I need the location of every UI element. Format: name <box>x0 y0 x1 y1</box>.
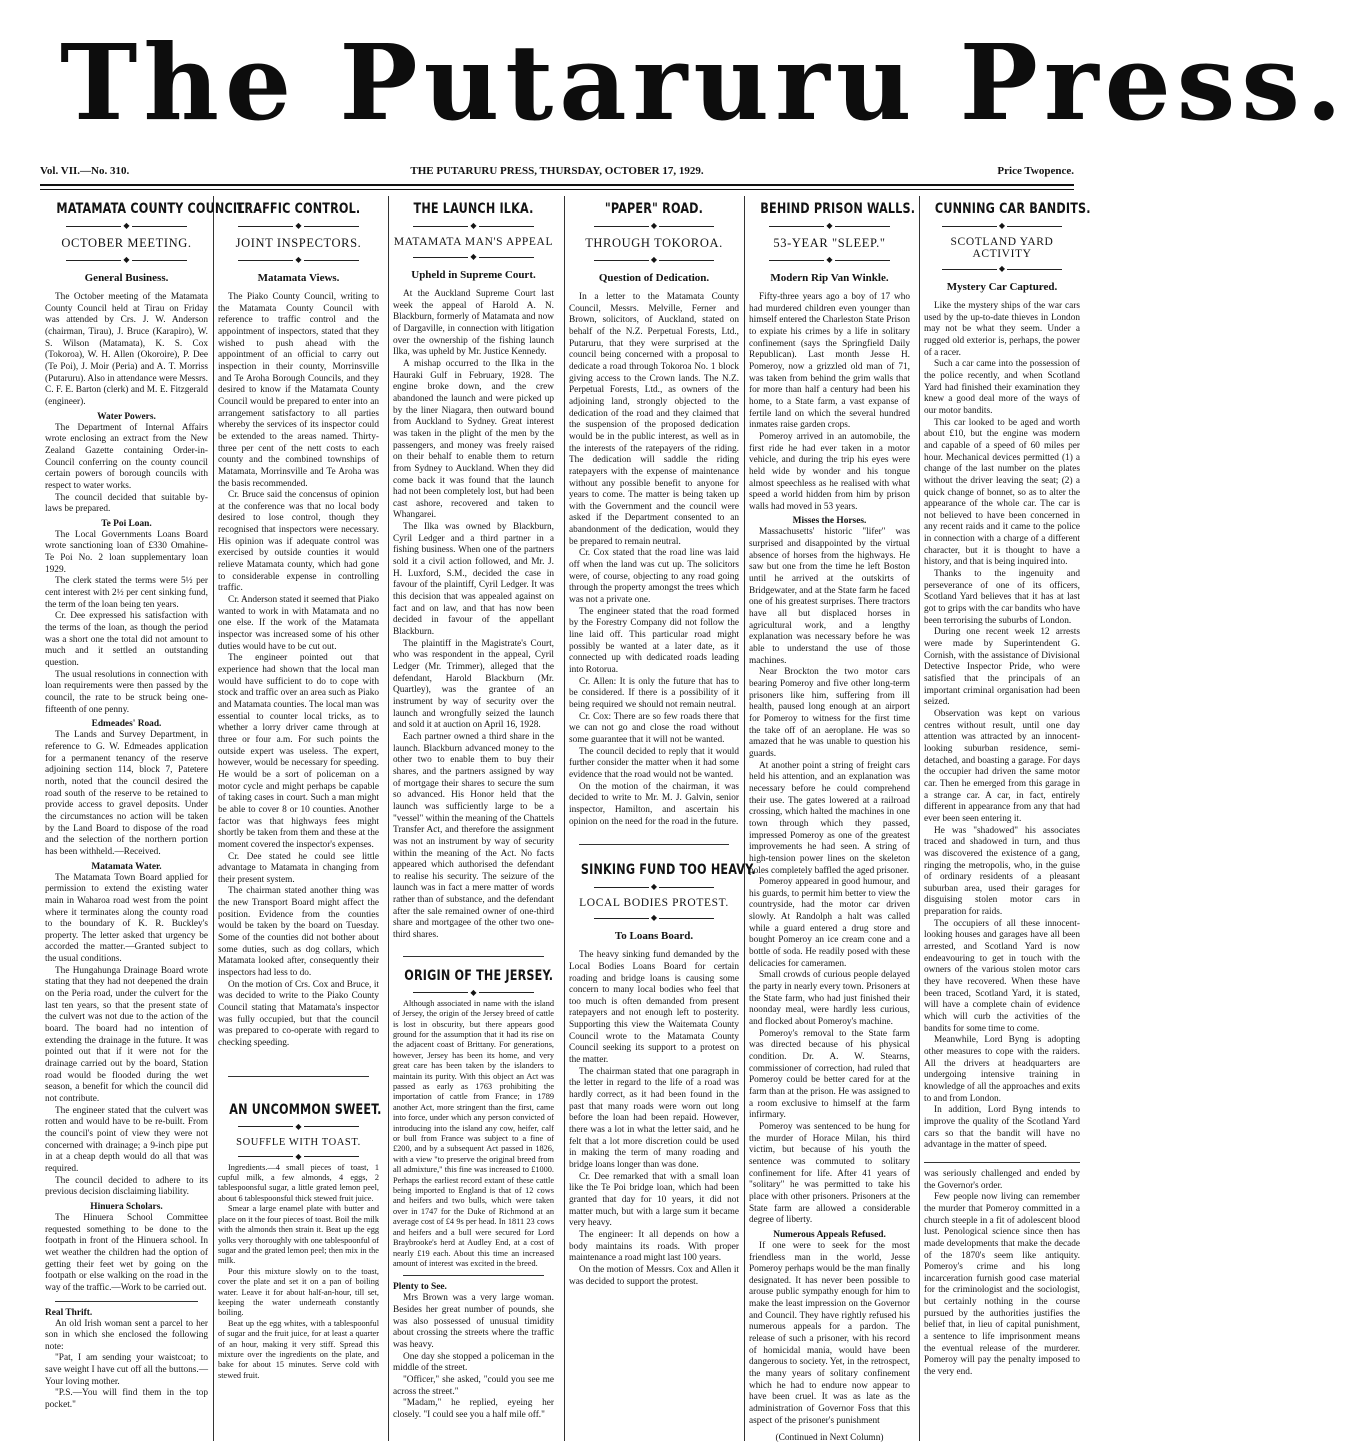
article-break <box>924 1162 1080 1163</box>
paragraph: Although associated in name with the island of Jersey, the origin of the Jersey breed of cattle is lost in obscurity, but there appears good ground for the assumption that it had its rise on the adjacent coast of Brittany. For generations, however, Jersey has been its home, and very great care has been taken by the islanders to maintain its purity. With this object an Act was passed as early as 1763 prohibiting the importation of cattle from France; in 1789 another Act, more stringent than the first, came into force, under which any person convicted of introducing into the island any cow, heifer, calf or bull from France was subject to a fine of £200, and by a subsequent Act passed in 1826, with a view "to preserve the original breed from all admixture," this fine was increased to £1000. Perhaps the earliest record extant of these cattle being imported to England is that of 12 cows and heifers and two bulls, which were taken over in 1747 for the Duke of Richmond at an average cost of £4 9s per head. In 1811 23 cows and heifers and a bull were secured for Lord Braybrooke's herd at Audley End, at a cost of nearly £19 each. About this time an increased amount of interest was excited in the breed. <box>393 998 554 1268</box>
ornament-rule: ◆ <box>218 222 379 230</box>
top-rule-thin <box>40 189 1074 190</box>
paragraph: The Hungahunga Drainage Board wrote stating that they had not deepened the drain on the Peria road, under the culvert for the last ten years, so that the present state of the culvert was not due to the action of the board. The board had no intention of extending the drainage in the future. It was pointed out that if it were not for the drainage carried out by the board, Station road would be flooded during the wet season, a benefit for which the council did not contribute. <box>45 965 208 1104</box>
paragraph: Fifty-three years ago a boy of 17 who had murdered children even younger than himself entered the Charleston State Prison to expiate his crimes by a life in solitary confinement (says the Springfield Daily Republican). Last month Jesse H. Pomeroy, now a grizzled old man of 71, was taken from behind the grim walls that for more than half a century had been his home, to a State farm, a vast expanse of fertile land on which the several hundred inmates raise garden crops. <box>749 292 910 431</box>
paragraph: The chairman stated another thing was the new Transport Board might affect the position. Evidence from the counties would be taken by the board on Tuesday. Some of the counties did not bother about some duties, such as dog collars, which Matamata looked after, consequently their inspectors had less to do. <box>218 886 379 979</box>
article-break <box>55 1301 198 1302</box>
headline: ORIGIN OF THE JERSEY. <box>404 967 554 984</box>
paragraph: The council decided to reply that it would further consider the matter when it had some evidence that the road would not be wanted. <box>569 746 739 780</box>
section-heading: Te Poi Loan. <box>101 518 152 529</box>
article-cunning-car-bandits <box>924 194 1091 1444</box>
paragraph: The Department of Internal Affairs wrote enclosing an extract from the New Zealand Gazette containing Order-in-Council conferring on the county council certain powers of borough councils with respect to water works. <box>45 422 208 491</box>
newspaper-title: The Putaruru Press. <box>60 21 1348 144</box>
paragraph: On the motion of the chairman, it was decided to write to Mr. M. J. Galvin, senior inspector, Hamilton, and ascertain his opinion on the need for the road in the future. <box>569 781 739 827</box>
ornament-rule: ◆ <box>924 265 1080 273</box>
subheadline: LOCAL BODIES PROTEST. <box>579 897 729 910</box>
article-paper-road <box>569 194 756 1444</box>
section-heading: Edmeades' Road. <box>91 719 162 730</box>
issue-date: THE PUTARURU PRESS, THURSDAY, OCTOBER 17, 1929. <box>410 165 704 177</box>
paragraph: He was "shadowed" his associates traced and shadowed in turn, and thus was discovered the existence of a gang, ringing the metropolis, who, in the guise of ordinary residents of a pleasant suburban area, used their garages for disguising stolen motor cars in preparation for raids. <box>924 825 1080 918</box>
paragraph: Pomeroy appeared in good humour, and his guards, to permit him better to view the countryside, had the motor car driven slowly. At Randolph a halt was called while a guard entered a drug store and bought Pomeroy an ice cream cone and a bottle of soda. He readily posed with these delicacies for cameramen. <box>749 877 910 969</box>
paragraph: Such a car came into the possession of the police recently, and when Scotland Yard had finished their examination they knew a good deal more of the ways of our motor bandits. <box>924 359 1080 416</box>
subheadline: THROUGH TOKOROA. <box>585 236 723 250</box>
headline: MATAMATA COUNTY COUNCIL. <box>56 201 249 217</box>
article-behind-prison-walls <box>749 194 916 1444</box>
section-heading: Numerous Appeals Refused. <box>773 1229 886 1240</box>
paragraph: Cr. Cox: There are so few roads there that we can not go and close the road without some guarantee that it will not be wanted. <box>569 711 739 745</box>
section-heading: Misses the Horses. <box>792 516 867 527</box>
paragraph: Each partner owned a third share in the launch. Blackburn advanced money to the other two to enable them to buy their shares, and the partners assigned by way of mortgage their shares to secure the sum so advanced. His Honor held that the launch was sufficiently large to be a "vessel" within the meaning of the Chattels Transfer Act, and therefore the assignment was not an instrument by way of security within the meaning of the Act. No facts appeared which authorised the defendant to realise his security. The seizure of the launch was in fact a mere matter of words rather than of substance, and the defendant after the sale remained owner of one-third share and mortgagee of the other two one-third shares. <box>393 731 554 941</box>
subheadline: SOUFFLE WITH TOAST. <box>236 1136 361 1148</box>
subheadline: MATAMATA MAN'S APPEAL <box>393 236 554 248</box>
paragraph: The Lands and Survey Department, in reference to G. W. Edmeades application for a permanent tenancy of the reserve adjoining section 114, block 7, Patetere north, noted that the council desired the road south of the reserve to be retained to provide access to gravel deposits. Under the circumstances no action will be taken by the Land Board to dispose of the road and the selection of the northern portion has been withheld.—Received. <box>45 730 208 857</box>
headline: SINKING FUND TOO HEAVY. <box>580 862 756 879</box>
article-break <box>403 1275 544 1276</box>
ornament-rule: ◆ <box>569 914 739 922</box>
paragraph: "P.S.—You will find them in the top pocket." <box>45 1388 208 1411</box>
ornament-rule: ◆ <box>218 1153 379 1161</box>
paragraph: On the motion of Crs. Cox and Bruce, it was decided to write to the Piako County Council stating that Matamata's inspector was fully occupied, but that the council was prepared to co-operate with regard to checking speeding. <box>218 979 379 1048</box>
paragraph: Cr. Dee expressed his satisfaction with the terms of the loan, as though the period was a short one the total did not amount to much and it settled an outstanding question. <box>45 611 208 669</box>
subheadline: OCTOBER MEETING. <box>61 236 192 250</box>
dateline-bar <box>40 163 1074 183</box>
paragraph: Mrs Brown was a very large woman. Besides her great number of pounds, she was also possessed of unusual timidity about crossing the streets where the traffic was heavy. <box>393 1293 554 1350</box>
headline: "PAPER" ROAD. <box>604 201 704 217</box>
ornament-rule: ◆ <box>569 222 739 230</box>
ornament-rule: ◆ <box>749 222 910 230</box>
paragraph: Cr. Allen: It is only the future that has to be considered. If there is a possibility of it being required we should not remain neutral. <box>569 676 739 710</box>
ornament-rule: ◆ <box>393 253 554 261</box>
paragraph: The council decided to adhere to its previous decision disclaiming liability. <box>45 1175 208 1198</box>
ornament-rule: ◆ <box>218 256 379 264</box>
paragraph: The engineer pointed out that experience had shown that the local man would have sufficient to do to cope with stock and traffic over an area such as Piako and Matamata counties. The local man was essential to counter local tricks, as to whether a lorry driver came through at three or four a.m. For such points the outside expert was useless. The expert, however, would be necessary for speeding. He would be a sort of policeman on a motor cycle and might perhaps be capable of taking cases in court. Such a man might be able to cover 8 or 10 counties. Another factor was that highways fees might shortly be taken from them and these at the moment covered the inspector's expenses. <box>218 653 379 850</box>
paragraph: The heavy sinking fund demanded by the Local Bodies Loans Board for certain roading and bridge loans is causing some concern to many local bodies who feel that too much is often demanded from present ratepayers and not enough left to posterity. Supporting this view the Waitemata County Council wrote to the Matamata County Council seeking its support to a protest on the matter. <box>569 950 739 1066</box>
kicker: Matamata Views. <box>257 272 340 284</box>
paragraph: Pomeroy was sentenced to be hung for the murder of Horace Milan, his third victim, but because of his youth the sentence was commuted to solitary confinement for life. After 41 years of "solitary" he was permitted to take his place with other prisoners. Prisoners at the State farm are allowed a considerable degree of liberty. <box>749 1121 910 1226</box>
ornament-rule: ◆ <box>749 256 910 264</box>
paragraph: Beat up the egg whites, with a tablespoonful of sugar and the fruit juice, for at least a quarter of an hour, making it very stiff. Spread this mixture over the ingredients on the plate, and bake for about 15 minutes. Serve cold with stewed fruit. <box>218 1318 379 1380</box>
paragraph: Cr. Dee stated he could see little advantage to Matamata in changing from their present system. <box>218 851 379 885</box>
paragraph: Ingredients.—4 small pieces of toast, 1 cupful milk, a few almonds, 4 eggs, 2 tablespoonsful sugar, a little grated lemon peel, about 6 tablespoonsful thick stewed fruit juice. <box>218 1162 379 1203</box>
paragraph: Small crowds of curious people delayed the party in nearly every town. Prisoners at the State farm, who had just finished their noonday meal, were hardly less curious, and flocked about Pomeroy's machine. <box>749 970 910 1028</box>
paragraph: The occupiers of all these innocent-looking houses and garages have all been arrested, and Scotland Yard is now endeavouring to get in touch with the owners of the various stolen motor cars they have recovered. When these have been traced, Scotland Yard, it is stated, will have a complete chain of evidence which will curb the activities of the bandits for some time to come. <box>924 918 1080 1034</box>
ornament-rule: ◆ <box>924 222 1080 230</box>
paragraph: The Hinuera School Committee requested something to be done to the footpath in front of the Hinuera school. In wet weather the children had the option of getting their feet wet by going on the footpath or else walking on the road in the way of the traffic.—Work to be carried out. <box>45 1212 208 1293</box>
paragraph: In a letter to the Matamata County Council, Messrs. Melville, Ferner and Brown, solicitors, of Auckland, stated on behalf of the N.Z. Perpetual Forests, Ltd., Putaruru, that they were surprised at the council being concerned with a proposal to dedicate a road through Tokoroa No. 1 block giving access to the Crown lands. The N.Z. Perpetual Forests, Ltd., as owners of the adjoining land, strongly objected to the dedication of the road and they claimed that the suspension of the proposed dedication would be in the public interest, as well as in the interests of the ratepayers of the riding. The dedication will saddle the riding ratepayers with the expense of maintenance without any possible benefit to anyone for years to come. The matter is being taken up with the Government and the council were asked if the Department consented to an abandonment of the dedication, would they be prepared to remain neutral. <box>569 292 739 547</box>
paragraph: The usual resolutions in connection with loan requirements were then passed by the council, the rate to be struck being one-fifteenth of one penny. <box>45 669 208 715</box>
paragraph: Pomeroy's removal to the State farm was directed because of his physical condition. Dr. A. W. Stearns, commissioner of correction, had ruled that Pomeroy could be better cared for at the farm than at the prison. He was assigned to a room exclusive to himself at the farm infirmary. <box>749 1028 910 1121</box>
kicker: General Business. <box>84 272 169 284</box>
paragraph: An old Irish woman sent a parcel to her son in which she enclosed the following note: <box>45 1318 208 1352</box>
article-break <box>228 1076 369 1077</box>
article-traffic-control <box>218 194 382 1444</box>
subheadline: 53-YEAR "SLEEP." <box>773 236 886 250</box>
article-launch-ilka <box>393 194 554 1444</box>
columns <box>40 194 1091 1444</box>
headline: BEHIND PRISON WALLS. <box>760 201 916 217</box>
paragraph: Observation was kept on various centres without result, until one day attention was attracted by an innocent-looking suburban residence, semi-detached, and boasting a garage. For days the occupier had driven the same motor car. Then he emerged from this garage in a strange car. A car, in fact, entirely different in appearance from any that had ever been seen entering it. <box>924 708 1080 824</box>
paragraph: Cr. Dee remarked that with a small loan like the Te Poi bridge loan, which had been granted that day for 10 years, it did not matter much, but with a large sum it became very heavy. <box>569 1171 739 1229</box>
paragraph: Massachusetts' historic "lifer" was surprised and disappointed by the virtual absence of horses from the highways. He saw but one from the time he left Boston until he arrived at the outskirts of Bridgewater, and at the State farm he faced one of his greatest surprises. There tractors have all but displaced horses in agricultural work, and a lengthy explanation was necessary before he was able to understand the use of those machines. <box>749 527 910 666</box>
price: Price Twopence. <box>997 165 1074 177</box>
masthead <box>0 0 1348 160</box>
ornament-rule: ◆ <box>393 222 554 230</box>
paragraph: Thanks to the ingenuity and perseverance of one of its officers, Scotland Yard believes that it has at last got to grips with the car bandits who have been terrorising the suburbs of London. <box>924 569 1080 626</box>
section-heading: Matamata Water. <box>91 861 162 872</box>
continued-note: (Continued in Next Column) <box>775 1433 884 1444</box>
section-heading: Real Thrift. <box>45 1307 93 1318</box>
paragraph: Pomeroy arrived in an automobile, the first ride he had ever taken in a motor vehicle, and during the trip his eyes were held wide by wonder and his tongue almost speechless as he realised with what speed a world hidden from him by prison walls had moved in 53 years. <box>749 431 910 512</box>
paragraph: This car looked to be aged and worth about £10, but the engine was modern and capable of a speed of 60 miles per hour. Mechanical devices permitted (1) a change of the last number on the plates without the driver leaving the seat; (2) a quick change of bonnet, so as to alter the appearance of the whole car. The car is not believed to have been concerned in any recent raids and it came to the police in connection with a charge of a different character, but it is thought to have a history, and that is being inquired into. <box>924 417 1080 568</box>
headline: THE LAUNCH ILKA. <box>413 201 534 217</box>
article-break <box>403 956 544 957</box>
paragraph: The engineer stated that the road formed by the Forestry Company did not follow the line laid off. This particular road might possibly be wanted at a later date, as it connected up with dedicated roads leading into Rotorua. <box>569 606 739 675</box>
section-heading: Hinuera Scholars. <box>90 1201 163 1212</box>
paragraph: During one recent week 12 arrests were made by Superintendent G. Cornish, with the assistance of Divisional Detective Inspector Pride, who were satisfied that the principals of an important criminal organisation had been seized. <box>924 627 1080 708</box>
paragraph: Meanwhile, Lord Byng is adopting other measures to cope with the raiders. All the drivers at headquarters are undergoing intensive training in knowledge of all the approaches and exits to and from London. <box>924 1035 1080 1104</box>
ornament-rule: ◆ <box>218 1123 379 1131</box>
paragraph: If one were to seek for the most friendless man in the world, Jesse Pomeroy perhaps would be the man finally designated. It has never been possible to arouse public sympathy enough for him to make the least impression on the Governor and Council. They have rightly refused his numerous appeals for a pardon. The release of such a prisoner, with his record of homicidal mania, would have been dangerous to society. Yet, in the retrospect, the many years of solitary confinement which he had to endure now appear to have been cruel. It was as late as the administration of Governor Foss that this aspect of the prisoner's punishment <box>749 1240 910 1426</box>
paragraph: Like the mystery ships of the war cars used by the up-to-date thieves in London may not be what they seem. Under a rugged old exterior is, perhaps, the power of a racer. <box>924 301 1080 358</box>
paragraph: The council decided that suitable by-laws be prepared. <box>45 492 208 515</box>
paragraph: The Matamata Town Board applied for permission to extend the existing water main in Waharoa road west from the point where it terminates along the county road to the boundary of K. R. Buckley's property. The letter asked that urgency be accorded the matter.—Granted subject to the usual conditions. <box>45 872 208 965</box>
paragraph: At the Auckland Supreme Court last week the appeal of Harold A. N. Blackburn, formerly of Matamata and now of Dargaville, in connection with litigation over the ownership of the fishing launch Ilka, was upheld by Mr. Justice Kennedy. <box>393 289 554 358</box>
paragraph: The chairman stated that one paragraph in the letter in regard to the life of a road was hardly correct, as it had been found in the past that many roads were worn out long before the loan had been repaid. However, there was a lot in what the letter said, and he felt that a lot more discretion could be used in making the term of many roading and bridge loans longer than was done. <box>569 1066 739 1170</box>
paragraph: On the motion of Messrs. Cox and Allen it was decided to support the protest. <box>569 1264 739 1287</box>
paragraph: The Local Governments Loans Board wrote sanctioning loan of £330 Omahine-Te Poi No. 2 loan supplementary loan 1929. <box>45 529 208 575</box>
paragraph: One day she stopped a policeman in the middle of the street. <box>393 1351 554 1374</box>
top-rule <box>40 184 1074 186</box>
paragraph: The plaintiff in the Magistrate's Court, who was respondent in the appeal, Cyril Ledger (Mr. Trimmer), alleged that the defendant, Harold Blackburn (Mr. Quartley), was the grantee of an instrument by way of security over the launch and wrongfully seized the launch and sold it at auction on April 16, 1928. <box>393 638 554 731</box>
headline: AN UNCOMMON SWEET. <box>229 1101 382 1118</box>
paragraph: Pour this mixture slowly on to the toast, cover the plate and set it on a pan of boiling water. Leave it for about half-an-hour, till set, keeping the water underneath constantly boiling. <box>218 1266 379 1318</box>
article-break <box>579 844 729 845</box>
ornament-rule: ◆ <box>569 256 739 264</box>
kicker: Question of Dedication. <box>598 272 710 284</box>
headline: TRAFFIC CONTROL. <box>236 201 361 217</box>
paragraph: Cr. Bruce said the concensus of opinion at the conference was that no local body desired to lose control, though they recognised that inspectors were necessary. His opinion was if adequate control was exercised by outside counties it would relieve Matamata county, which had gone to considerable expense in controlling traffic. <box>218 490 379 594</box>
section-heading: Water Powers. <box>97 411 156 422</box>
paragraph: The engineer: It all depends on how a body maintains its roads. With proper maintenance a road might last 100 years. <box>569 1229 739 1264</box>
kicker: To Loans Board. <box>614 930 694 943</box>
paragraph: "Officer," she asked, "could you see me across the street." <box>393 1374 554 1397</box>
ornament-rule: ◆ <box>45 256 208 264</box>
paragraph: The Piako County Council, writing to the Matamata County Council with reference to traffic control and the appointment of inspectors, stated that they wished to push ahead with the appointment of an official to carry out inspection in their county, Morrinsville and Te Aroha Borough Councils, and they desired to know if the Matamata County Council would be prepared to enter into an arrangement satisfactory to all parties whereby the services of its inspector could be extended to the areas named. Thirty-three per cent of the nett costs to each county and the combined townships of Matamata, Morrinsville and Te Aroha was the basis recommended. <box>218 292 379 489</box>
subheadline: SCOTLAND YARD ACTIVITY <box>950 236 1054 260</box>
paragraph: Cr. Anderson stated it seemed that Piako wanted to work in with Matamata and no one else. If the work of the Matamata inspector was increased some of his other duties would have to be cut out. <box>218 595 379 652</box>
kicker: Modern Rip Van Winkle. <box>770 272 889 284</box>
paragraph: The clerk stated the terms were 5½ per cent interest with 2½ per cent sinking fund, the term of the loan being ten years. <box>45 576 208 610</box>
article-matamata-county-council <box>45 194 249 1444</box>
paragraph: "Madam," he replied, eyeing her closely. "I could see you a half mile off." <box>393 1398 554 1420</box>
kicker: Upheld in Supreme Court. <box>411 269 536 281</box>
paragraph: Few people now living can remember the murder that Pomeroy committed in a church steeple in a fit of adolescent blood lust. Penological science since then has made developments that make the decade of the 1870's seem like antiquity. Pomeroy's crime and his long incarceration furnish good case material for the criminologist and the sociologist, but certainly nothing in the course pursued by the authorities justifies the belief that, in lieu of capital punishment, a sentence to life imprisonment means the eventual release of the murderer. Pomeroy will pay the penalty imposed to the very end. <box>924 1192 1080 1378</box>
headline: CUNNING CAR BANDITS. <box>934 201 1091 217</box>
paragraph: was seriously challenged and ended by the Governor's order. <box>924 1168 1080 1191</box>
ornament-rule: ◆ <box>393 989 554 997</box>
paragraph: Near Brockton the two motor cars bearing Pomeroy and five other long-term prisoners like him, suffering from ill health, paused long enough at an airport for Pomeroy to witness for the first time the take off of an aeroplane. He was so amazed that he was unable to question his guards. <box>749 667 910 759</box>
ornament-rule: ◆ <box>569 883 739 891</box>
paragraph: The October meeting of the Matamata County Council held at Tirau on Friday was attended by Crs. J. W. Anderson (chairman, Tirau), J. Bruce (Karapiro), W. S. Wilson (Matamata), K. S. Cox (Tokoroa), W. H. Allen (Okoroire), P. Dee (Te Poi), J. Moir (Peria) and A. T. Morriss (Putaruru). Also in attendance were Messrs. C. F. E. Barton (clerk) and M. E. Fitzgerald (engineer). <box>45 292 208 407</box>
paragraph: In addition, Lord Byng intends to improve the quality of the Scotland Yard cars so that the bandit will have no advantage in the matter of speed. <box>924 1105 1080 1151</box>
paragraph: At another point a string of freight cars held his attention, and an explanation was necessary before he could comprehend their use. The gates lowered at a railroad crossing, which halted the machines in one town through which they passed, impressed Pomeroy as one of the greatest improvements he had seen. A string of high-tension power lines on the skeleton poles completely baffled the aged prisoner. <box>749 760 910 876</box>
volume-number: Vol. VII.—No. 310. <box>40 165 130 177</box>
paragraph: "Pat, I am sending your waistcoat; to save weight I have cut off all the buttons.—Your loving mother. <box>45 1353 208 1387</box>
kicker: Mystery Car Captured. <box>946 281 1058 293</box>
ornament-rule: ◆ <box>45 222 208 230</box>
paragraph: The Ilka was owned by Blackburn, Cyril Ledger and a third partner in a fishing business. When one of the partners sold it a civil action followed, and Mr. J. H. Luxford, S.M., decided the case in favour of the plaintiff, Cyril Ledger. It was this decision that was appealed against on fact and on law, and that has now been decided in favour of the appellant Blackburn. <box>393 522 554 638</box>
section-heading: Plenty to See. <box>393 1282 447 1293</box>
paragraph: Cr. Cox stated that the road line was laid off when the land was cut up. The solicitors were, of course, objecting to any road going through the property amongst the trees which was not a private one. <box>569 548 739 606</box>
paragraph: A mishap occurred to the Ilka in the Hauraki Gulf in February, 1928. The engine broke down, and the crew abandoned the launch and were picked up by the liner Niagara, then outward bound from Auckland to Sydney. Great interest was taken in the plight of the men by the passengers, and money was freely raised on their behalf to enable them to return from Sydney to Auckland. When they did come back it was found that the launch had not been completely lost, but had been cast ashore, recovered and taken to Whangarei. <box>393 358 554 521</box>
subheadline: JOINT INSPECTORS. <box>235 236 362 250</box>
paragraph: Smear a large enamel plate with butter and place on it the four pieces of toast. Boil the milk with the almonds then strain it. Beat up the egg yolks very thoroughly with one tablespoonful of sugar and the grated lemon peel; then mix in the milk. <box>218 1204 379 1266</box>
paragraph: The engineer stated that the culvert was rotten and would have to be re-built. From the council's point of view they were not concerned with drainage; a 9-inch pipe put in at a cheap depth would do all that was required. <box>45 1105 208 1174</box>
